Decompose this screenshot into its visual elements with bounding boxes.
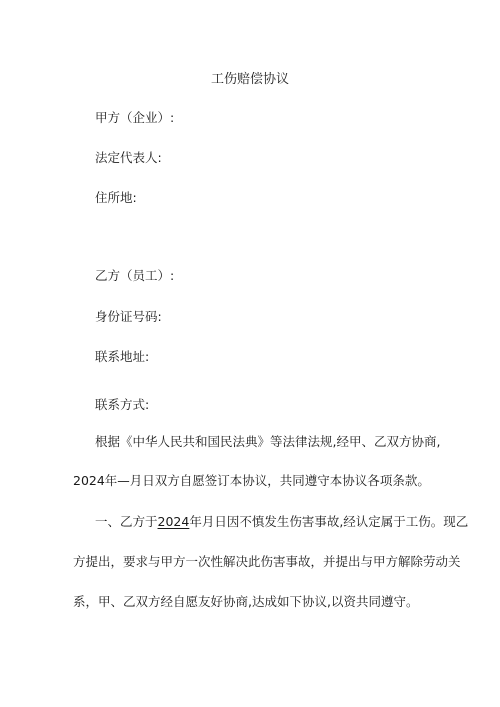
document-title: 工伤赔偿协议 (210, 72, 289, 87)
party-a-label: 甲方（企业）: (95, 110, 175, 125)
clause-1-rest: 年月日因不慎发生伤害事故,经认定属于工伤。现乙 (189, 514, 469, 529)
clause-1-prefix: 一、乙方于 (95, 514, 158, 529)
clause-1-line-3: 系，甲、乙双方经自愿友好协商,达成如下协议,以资共同遵守。 (73, 594, 419, 609)
clause-1-line-2: 方提出，要求与甲方一次性解决此伤害事故，并提出与甲方解除劳动关 (73, 554, 461, 569)
party-b-contact: 联系方式: (95, 397, 150, 412)
clause-1-line-1 (95, 514, 468, 530)
clause-1-year: 2024 (157, 514, 190, 529)
intro-line-2: 2024年—月日双方自愿签订本协议，共同遵守本协议各项条款。 (73, 473, 430, 488)
intro-line-1: 根据《中华人民共和国民法典》等法律法规,经甲、乙双方协商, (95, 434, 441, 449)
party-b-address: 联系地址: (95, 349, 150, 364)
party-b-label: 乙方（员工）: (95, 268, 175, 283)
party-a-legal-rep: 法定代表人: (95, 150, 162, 165)
party-a-address: 住所地: (95, 190, 137, 205)
party-b-id-number: 身份证号码: (95, 309, 162, 324)
